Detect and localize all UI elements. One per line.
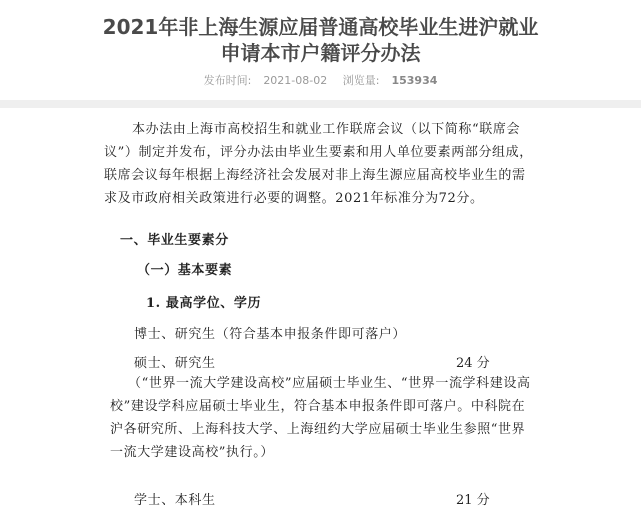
- bachelor-row: 学士、本科生: [134, 493, 216, 508]
- views-count: 153934: [391, 74, 438, 87]
- bachelor-score: 21 分: [456, 493, 490, 508]
- note-paragraph: （“世界一流大学建设高校”应届硕士毕业生、“世界一流学科建设高校”建设学科应届硕士毕业生，符合基本申报条件即可落户。中科院在沪各研究所、上海科技大学、上海纽约大学应届硕士毕业生参照“世界一流大学建设高校”执行。）: [110, 376, 531, 460]
- article-header: [0, 0, 641, 100]
- section-heading: 一、毕业生要素分: [120, 233, 229, 248]
- title-line-1: 2021年非上海生源应届普通高校毕业生进沪就业: [102, 15, 539, 39]
- title-line-2: 申请本市户籍评分办法: [220, 41, 421, 65]
- views-label: 浏览量:: [342, 74, 380, 87]
- publish-date: 2021-08-02: [263, 74, 328, 87]
- publish-label: 发布时间:: [203, 74, 252, 87]
- doctor-row: 博士、研究生（符合基本申报条件即可落户）: [134, 327, 407, 342]
- header-divider: [0, 100, 641, 108]
- article-body: [0, 108, 641, 509]
- article-title: [0, 14, 641, 66]
- article-meta: [0, 72, 641, 88]
- master-score: 24 分: [456, 356, 490, 371]
- subsection-heading: （一）基本要素: [137, 263, 233, 278]
- master-row: 硕士、研究生: [134, 356, 216, 371]
- item-heading: 1. 最高学位、学历: [146, 296, 262, 311]
- intro-paragraph: 本办法由上海市高校招生和就业工作联席会议（以下简称“联席会议”）制定并发布，评分办法由毕业生要素和用人单位要素两部分组成，联席会议每年根据上海经济社会发展对非上海生源应届高校毕业生的需求及市政府相关政策进行必要的调整。2021年标准分为72分。: [104, 122, 533, 206]
